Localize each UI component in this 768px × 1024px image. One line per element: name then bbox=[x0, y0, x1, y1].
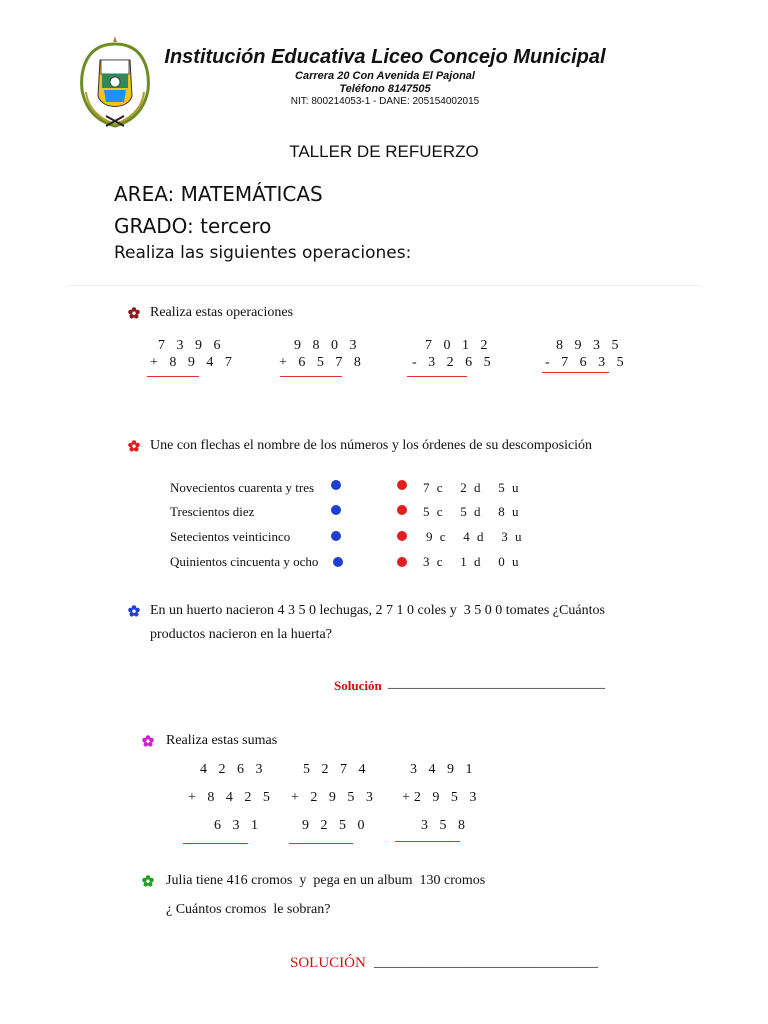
number-name-4[interactable]: Quinientos cincuenta y ocho bbox=[170, 554, 319, 569]
operation-2-underline bbox=[280, 376, 342, 377]
worksheet-area: AREA: MATEMÁTICAS bbox=[114, 182, 323, 206]
solution-label-1: Solución bbox=[334, 678, 382, 693]
institution-nit: NIT: 800214053-1 - DANE: 205154002015 bbox=[290, 96, 480, 107]
operation-1-bottom: + 8 9 4 7 bbox=[150, 355, 236, 370]
section2-title: Une con flechas el nombre de los números y los órdenes de su descomposición bbox=[150, 438, 593, 453]
operation-1-underline bbox=[147, 376, 199, 377]
solution-label-2: SOLUCIÓN bbox=[290, 955, 366, 971]
solution-line-1[interactable]: _______________________________ bbox=[388, 676, 605, 691]
match-dot-decomp-4[interactable] bbox=[397, 557, 407, 567]
section3-line1: En un huerto nacieron 4 3 5 0 lechugas, 2 7 1 0 coles y 3 5 0 0 tomates ¿Cuántos bbox=[150, 603, 605, 618]
section-divider bbox=[68, 285, 700, 286]
operation-1-top: 7 3 9 6 bbox=[158, 338, 225, 353]
institution-address: Carrera 20 Con Avenida El Pajonal bbox=[295, 70, 475, 82]
sum-2-c: 9 2 5 0 bbox=[302, 818, 369, 833]
match-dot-name-1[interactable] bbox=[331, 480, 341, 490]
worksheet-title: TALLER DE REFUERZO bbox=[289, 142, 479, 161]
operation-2-bottom: + 6 5 7 8 bbox=[279, 355, 365, 370]
sum-3-b: +2 9 5 3 bbox=[402, 790, 481, 805]
match-dot-decomp-3[interactable] bbox=[397, 531, 407, 541]
sum-1-underline bbox=[183, 843, 248, 844]
flower-bullet-icon bbox=[142, 735, 154, 747]
solution-line-2[interactable]: ________________________________ bbox=[374, 955, 598, 970]
section1-title: Realiza estas operaciones bbox=[150, 305, 294, 320]
sum-2-a: 5 2 7 4 bbox=[303, 762, 370, 777]
worksheet-instruction: Realiza las siguientes operaciones: bbox=[114, 243, 412, 263]
sum-3-a: 3 4 9 1 bbox=[410, 762, 477, 777]
flower-bullet-icon bbox=[128, 307, 140, 319]
operation-3-bottom: - 3 2 6 5 bbox=[412, 355, 495, 370]
number-name-3[interactable]: Setecientos veinticinco bbox=[170, 529, 291, 544]
section5-line2: ¿ Cuántos cromos le sobran? bbox=[166, 902, 331, 917]
institution-phone: Teléfono 8147505 bbox=[339, 83, 431, 95]
flower-bullet-icon bbox=[128, 440, 140, 452]
match-dot-name-4[interactable] bbox=[333, 557, 343, 567]
decomposition-1[interactable]: 7 c 2 d 5 u bbox=[423, 480, 521, 495]
operation-2-top: 9 8 0 3 bbox=[294, 338, 361, 353]
match-dot-name-2[interactable] bbox=[331, 505, 341, 515]
number-name-2[interactable]: Trescientos diez bbox=[170, 504, 255, 519]
sum-2-underline bbox=[289, 843, 353, 844]
decomposition-2[interactable]: 5 c 5 d 8 u bbox=[423, 504, 521, 519]
operation-4-bottom: - 7 6 3 5 bbox=[545, 355, 628, 370]
institution-name: Institución Educativa Liceo Concejo Municipal bbox=[164, 46, 606, 68]
section4-title: Realiza estas sumas bbox=[166, 733, 278, 748]
sum-1-c: 6 3 1 bbox=[214, 818, 262, 833]
operation-3-top: 7 0 1 2 bbox=[425, 338, 492, 353]
operation-4-underline bbox=[542, 372, 609, 373]
match-dot-decomp-1[interactable] bbox=[397, 480, 407, 490]
number-name-1[interactable]: Novecientos cuarenta y tres bbox=[170, 480, 315, 495]
match-dot-decomp-2[interactable] bbox=[397, 505, 407, 515]
worksheet-grade: GRADO: tercero bbox=[114, 214, 272, 238]
section3-line2: productos nacieron en la huerta? bbox=[150, 627, 332, 642]
school-crest-logo bbox=[76, 30, 154, 130]
match-dot-name-3[interactable] bbox=[331, 531, 341, 541]
section5-line1: Julia tiene 416 cromos y pega en un album 130 cromos bbox=[166, 873, 486, 888]
sum-1-a: 4 2 6 3 bbox=[200, 762, 267, 777]
operation-3-underline bbox=[407, 376, 467, 377]
sum-1-b: + 8 4 2 5 bbox=[188, 790, 274, 805]
sum-3-c: 3 5 8 bbox=[421, 818, 469, 833]
decomposition-3[interactable]: 9 c 4 d 3 u bbox=[426, 529, 524, 544]
sum-2-b: + 2 9 5 3 bbox=[291, 790, 377, 805]
sum-3-underline bbox=[395, 841, 460, 842]
decomposition-4[interactable]: 3 c 1 d 0 u bbox=[423, 554, 521, 569]
flower-bullet-icon bbox=[142, 875, 154, 887]
operation-4-top: 8 9 3 5 bbox=[556, 338, 623, 353]
flower-bullet-icon bbox=[128, 605, 140, 617]
